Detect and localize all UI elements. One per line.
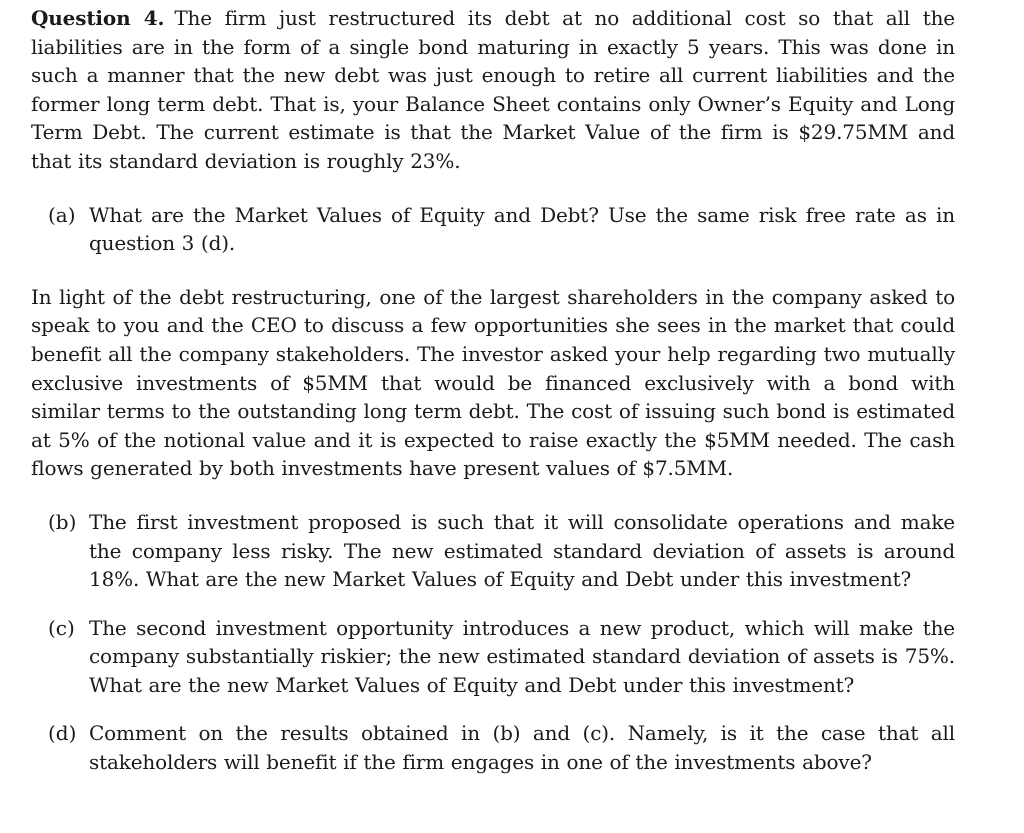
part-c bbox=[48, 614, 955, 700]
question-heading: Question 4. bbox=[31, 6, 165, 30]
part-b-text: The first investment proposed is such that it will consolidate operations and make the company less risky. The new estimated standard deviation of assets is around 18%. What are the new Market Values of Equity and Debt under this investment? bbox=[89, 509, 955, 592]
part-d-label: (d) bbox=[48, 721, 77, 746]
part-a-text: What are the Market Values of Equity and Debt? Use the same risk free rate as in question 3 (d). bbox=[89, 202, 955, 256]
part-c-text: The second investment opportunity introduces a new product, which will make the company substantially riskier; the new estimated standard deviation of assets is 75%. What are the new Market Values of Equity and Debt under this investment? bbox=[89, 615, 955, 697]
part-a-label: (a) bbox=[48, 202, 76, 227]
context-paragraph: In light of the debt restructuring, one of the largest shareholders in the company asked to speak to you and the CEO to discuss a few opportunities she sees in the market that could benefit all the company stakeholders. The investor asked your help regarding two mutually exclusive investments of $5MM that would be financed exclusively with a bond with similar terms to the outstanding long term debt. The cost of issuing such bond is estimated at 5% of the notional value and it is expected to raise exactly the $5MM needed. The cash flows generated by both investments have present values of $7.5MM. bbox=[31, 284, 955, 481]
part-d-text: Comment on the results obtained in (b) and (c). Namely, is it the case that all stakeholders will benefit if the firm engages in one of the investments above? bbox=[89, 721, 955, 775]
question-intro-text: The firm just restructured its debt at no additional cost so that all the liabilities are in the form of a single bond maturing in exactly 5 years. This was done in such a manner that the new debt was just enough to retire all current liabilities and the former long term debt. That is, your Balance Sheet contains only Owner’s Equity and Long Term Debt. The current estimate is that the Market Value of the firm is $29.75MM and that its standard deviation is roughly 23%. bbox=[31, 6, 955, 173]
part-b-label: (b) bbox=[48, 509, 77, 534]
part-c-label: (c) bbox=[48, 615, 75, 640]
part-b bbox=[48, 508, 955, 594]
document-page bbox=[31, 4, 955, 777]
part-d bbox=[48, 719, 955, 776]
question-intro bbox=[31, 4, 955, 176]
part-a bbox=[48, 201, 955, 258]
